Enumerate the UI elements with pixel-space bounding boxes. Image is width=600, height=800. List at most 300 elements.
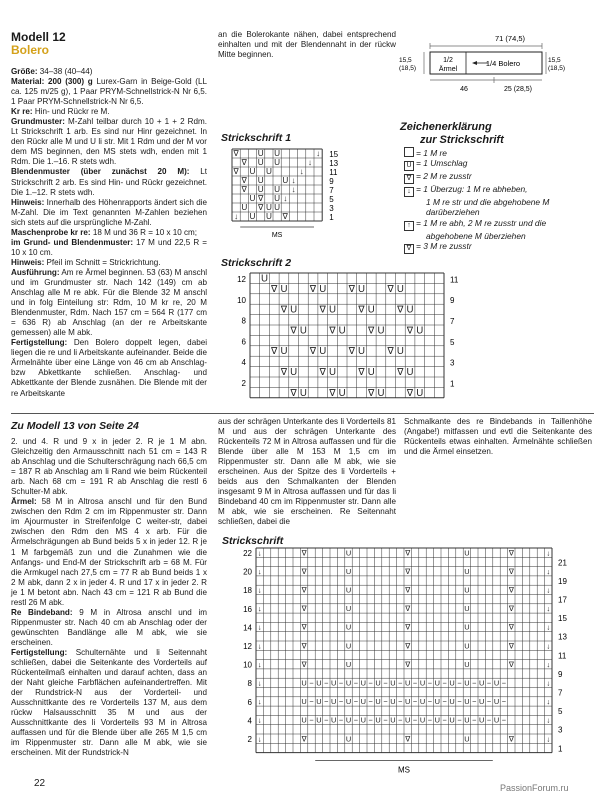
stitch-symbol: U	[464, 641, 470, 651]
stitch-symbol: −	[427, 715, 433, 725]
stitch-symbol: ↓	[257, 548, 262, 558]
stitch-symbol: ∇	[406, 387, 414, 399]
row-label-right: 7	[450, 317, 455, 326]
row-label-right: 3	[450, 358, 455, 368]
section2-title: Zu Modell 13 von Seite 24	[11, 420, 139, 432]
knitting-chart-1	[226, 145, 346, 255]
stitch-symbol: U	[338, 325, 346, 337]
stitch-symbol: −	[457, 697, 462, 707]
stitch-symbol: U	[464, 622, 470, 632]
stitch-symbol: −	[442, 715, 447, 725]
row-label: 7	[329, 186, 334, 195]
stitch-symbol: U	[405, 697, 411, 707]
stitch-symbol: U	[449, 697, 455, 707]
paragraph-text: 2. und 4. R und 9 x in jeder 2. R je 1 M abn. Gleichzeitig den Armausschnitt nach 51 cm = 143 R ab Anschlag und die Schulterschrägung nach 66,5 cm = 187 R ab Anschlag am li Rand wie beim Rückenteil arb. Nach 68 cm = 191 R ab Anschlag die restl 6 Schulter-M abk.	[11, 437, 207, 497]
paragraph	[11, 258, 207, 268]
paragraph-text: M-Zahl teilbar durch 10 + 1 + 2 Rdm. Lt Strickschrift 1 arb. Es sind nur Hinr gezeichnet. In den Rückr alle M und U li str. Mit 1 Rdm und der M vor dem MS beginnen, den MS stets wdh, enden mit 1 Rdm. Die 1.–16. R stets wdh.	[11, 117, 207, 167]
stitch-symbol: U	[274, 185, 281, 194]
schematic-bottom-right-dim: 25 (28,5)	[503, 86, 533, 93]
stitch-symbol: ↓	[257, 678, 262, 688]
stitch-symbol: U	[434, 678, 440, 688]
row-label-right: 5	[450, 337, 455, 347]
row-label-left: 12	[237, 275, 246, 284]
stitch-symbol: U	[265, 203, 272, 212]
stitch-symbol: U	[345, 604, 352, 614]
stitch-symbol: −	[486, 678, 492, 688]
stitch-symbol: U	[345, 566, 352, 576]
paragraph-label: im Grund- und Blendenmuster:	[11, 237, 134, 247]
row-label-left: 20	[243, 567, 252, 577]
legend-item	[404, 197, 594, 207]
row-label-right: 3	[558, 725, 563, 735]
stitch-symbol: ↓	[234, 212, 239, 221]
knit-stitch-icon	[404, 147, 414, 157]
stitch-symbol: −	[412, 715, 418, 725]
instructions-model13-col-a	[11, 437, 207, 759]
stitch-symbol: ∇	[329, 325, 336, 337]
schematic-right-dim: 15,5	[548, 57, 561, 64]
stitch-symbol: −	[501, 697, 507, 707]
stitch-symbol: U	[396, 346, 404, 358]
stitch-symbol: −	[457, 715, 462, 725]
stitch-symbol: ↓	[546, 697, 551, 707]
row-label-right: 7	[558, 688, 563, 698]
k2tog-icon: ∇	[404, 174, 414, 184]
stitch-symbol: −	[383, 697, 388, 707]
stitch-symbol: −	[457, 678, 462, 688]
paragraph	[11, 497, 207, 608]
stitch-symbol: ∇	[233, 149, 239, 158]
row-label-left: 8	[247, 679, 252, 689]
stitch-symbol: U	[345, 659, 352, 669]
paragraph	[11, 67, 207, 77]
stitch-symbol: U	[367, 304, 375, 316]
stitch-symbol: U	[416, 325, 424, 337]
stitch-symbol: U	[406, 304, 414, 316]
stitch-symbol: U	[479, 715, 485, 725]
stitch-symbol: U	[464, 566, 470, 576]
stitch-symbol: U	[360, 715, 366, 725]
stitch-symbol: ∇	[241, 158, 248, 167]
row-label-left: 4	[241, 358, 246, 368]
stitch-symbol: −	[353, 678, 359, 688]
paragraph-label: Grundmuster:	[11, 117, 65, 127]
stitch-symbol: ↓	[546, 548, 551, 558]
svg-text:(18,5): (18,5)	[548, 65, 565, 72]
stitch-symbol: ∇	[368, 325, 375, 337]
repeat-label: MS	[271, 232, 283, 239]
stitch-symbol: −	[472, 715, 477, 725]
stitch-symbol: U	[316, 715, 322, 725]
stitch-symbol: U	[282, 176, 289, 185]
stitch-symbol: U	[345, 697, 352, 707]
stitch-symbol: U	[290, 367, 298, 378]
stitch-symbol: ∇	[329, 387, 336, 399]
stitch-symbol: −	[368, 697, 373, 707]
stitch-symbol: ∇	[280, 367, 288, 378]
stitch-symbol: ↓	[257, 715, 262, 725]
legend-text: 1 M re str und die abgehobene M	[426, 197, 550, 208]
paragraph-text: Den Bolero doppelt legen, dabei liegen die re und li Arbeitskante aufeinander. Beide die Ärmelnähte über eine Länge von 46 cm ab Anschlag- bzw Abkettkante schließen. Anschlag- und Abkettkante der Blende zusnähen. Die Blende mit der re Arbeitskante	[11, 338, 207, 398]
paragraph-text: Am re Ärmel beginnen. 53 (63) M anschl und im Grundmuster str. Nach 142 (149) cm ab Anschlag alle M re abk. Für die Blende 32 M anschl und in folg Einteilung str: Rdm, 10 M kr re, 20 M Blendenmuster, Rdm. Nach 157 cm = 564 R (177 cm = 636 R) ab Anschlag (an der re Arbeitskante gemessen) alle M abk.	[11, 267, 207, 338]
stitch-symbol: ∇	[405, 548, 411, 558]
stitch-symbol: ↓	[307, 158, 312, 167]
stitch-symbol: ↓	[291, 176, 296, 185]
stitch-symbol: −	[472, 697, 477, 707]
stitch-symbol: ∇	[301, 641, 307, 651]
footer-site: PassionForum.ru	[500, 783, 569, 793]
stitch-symbol: U	[449, 678, 455, 688]
stitch-symbol: ∇	[508, 566, 514, 576]
stitch-symbol: U	[375, 715, 381, 725]
stitch-symbol: −	[501, 678, 507, 688]
stitch-symbol: U	[328, 367, 336, 378]
paragraph-text: Lt Strickschrift 2 arb. Es sind Hin- und Rückr gezeichnet. Die 1.–12. R stets wdh.	[11, 167, 207, 197]
stitch-symbol: ↓	[546, 585, 551, 595]
stitch-symbol: ∇	[387, 283, 394, 295]
stitch-symbol: −	[398, 715, 403, 725]
stitch-symbol: U	[301, 697, 307, 707]
stitch-symbol: U	[265, 212, 272, 221]
chart3-title: Strickschrift	[222, 535, 284, 547]
row-label: 3	[329, 204, 334, 213]
stitch-symbol: U	[274, 149, 281, 158]
row-label-right: 1	[558, 744, 563, 754]
paragraph-label: Ärmel:	[11, 497, 37, 507]
paragraph-label: Hinweis:	[11, 257, 45, 267]
stitch-symbol: ↓	[546, 659, 551, 669]
stitch-symbol: −	[338, 715, 344, 725]
paragraph	[11, 167, 207, 197]
double-decrease-icon: ↑	[404, 221, 414, 231]
paragraph-text: 34–38 (40–44)	[37, 67, 93, 76]
stitch-symbol: −	[368, 715, 373, 725]
stitch-symbol: ↓	[546, 566, 551, 576]
stitch-symbol: U	[464, 604, 470, 614]
stitch-symbol: U	[299, 387, 307, 399]
model-name: Bolero	[11, 43, 50, 57]
stitch-symbol: ∇	[508, 659, 514, 669]
stitch-symbol: U	[390, 715, 396, 725]
stitch-symbol: −	[501, 715, 507, 725]
paragraph-text: Innerhalb des Höhenrapports ändert sich die M-Zahl. Die im Text genannten M-Zahlen beziehen sich stets auf die ursprüngliche M-Zahl.	[11, 197, 207, 227]
stitch-symbol: U	[331, 715, 337, 725]
stitch-symbol: U	[301, 715, 307, 725]
stitch-symbol: U	[345, 678, 352, 688]
stitch-symbol: U	[249, 167, 256, 176]
stitch-symbol: ∇	[301, 548, 307, 558]
instructions-left-column	[11, 67, 207, 399]
stitch-symbol: ↓	[257, 641, 262, 651]
stitch-symbol: U	[464, 659, 470, 669]
stitch-symbol: U	[419, 678, 426, 688]
paragraph-label: Material: 200 (300) g	[11, 77, 93, 87]
stitch-symbol: U	[319, 346, 327, 358]
stitch-symbol: −	[427, 697, 433, 707]
stitch-symbol: U	[449, 715, 455, 725]
legend-text: = 2 M re zusstr	[416, 171, 472, 182]
decrease-icon: ↓	[404, 187, 414, 197]
stitch-symbol: ∇	[405, 622, 411, 632]
legend-item	[404, 207, 594, 217]
stitch-symbol: ∇	[508, 734, 514, 744]
stitch-symbol: ∇	[405, 585, 411, 595]
stitch-symbol: U	[280, 283, 288, 295]
stitch-symbol: ∇	[405, 659, 411, 669]
stitch-symbol: ∇	[271, 283, 278, 295]
paragraph	[11, 228, 207, 238]
stitch-symbol: ∇	[319, 367, 326, 378]
paragraph-text: 17 M und 22,5 R = 10 x 10 cm.	[11, 237, 207, 257]
legend-text: = 1 M re abh, 2 M re zusstr und die	[416, 217, 547, 228]
stitch-symbol: ∇	[508, 604, 514, 614]
stitch-symbol: ∇	[282, 212, 289, 221]
legend-item	[404, 231, 594, 241]
stitch-symbol: ∇	[508, 641, 514, 651]
stitch-symbol: ∇	[405, 641, 411, 651]
row-label: 13	[329, 159, 339, 168]
stitch-symbol: U	[241, 203, 248, 212]
stitch-symbol: U	[261, 273, 269, 285]
knitting-chart-3	[222, 545, 594, 780]
paragraph-label: Kr re:	[11, 107, 33, 117]
stitch-symbol: U	[479, 697, 485, 707]
stitch-symbol: −	[368, 678, 373, 688]
stitch-symbol: ↓	[257, 659, 262, 669]
stitch-symbol: −	[486, 715, 492, 725]
stitch-symbol: U	[464, 678, 470, 688]
model-heading: Modell 12	[11, 30, 66, 44]
stitch-symbol: U	[338, 387, 346, 399]
row-label-right: 13	[558, 632, 567, 642]
stitch-symbol: U	[396, 283, 404, 295]
stitch-symbol: U	[434, 715, 440, 725]
stitch-symbol: ∇	[348, 346, 356, 358]
repeat-label: MS	[398, 765, 410, 775]
stitch-symbol: U	[345, 715, 352, 725]
paragraph	[11, 198, 207, 228]
stitch-symbol: ∇	[290, 387, 297, 399]
paragraph	[11, 238, 207, 258]
stitch-symbol: U	[316, 697, 322, 707]
stitch-symbol: −	[383, 678, 388, 688]
stitch-symbol: ∇	[233, 167, 239, 176]
stitch-symbol: ∇	[368, 387, 375, 399]
stitch-symbol: ∇	[241, 185, 248, 194]
row-label-left: 22	[243, 549, 252, 558]
row-label-left: 2	[241, 379, 246, 388]
row-label-left: 8	[241, 316, 246, 326]
stitch-symbol: −	[353, 697, 359, 707]
stitch-symbol: U	[464, 585, 470, 595]
stitch-symbol: U	[360, 697, 366, 707]
page-number: 22	[34, 778, 46, 789]
stitch-symbol: ↓	[257, 566, 262, 576]
paragraph	[11, 437, 207, 497]
stitch-symbol: U	[290, 304, 298, 316]
stitch-symbol: U	[493, 715, 500, 725]
stitch-symbol: ∇	[301, 566, 307, 576]
stitch-symbol: U	[249, 194, 256, 203]
stitch-symbol: U	[390, 697, 396, 707]
legend-item	[404, 184, 594, 197]
paragraph-label: Re Bindeband:	[11, 607, 73, 617]
stitch-symbol: U	[345, 734, 352, 744]
stitch-symbol: U	[434, 697, 440, 707]
paragraph-label: Größe:	[11, 67, 38, 76]
stitch-symbol: ∇	[271, 346, 278, 358]
stitch-symbol: −	[324, 697, 329, 707]
stitch-symbol: −	[338, 678, 344, 688]
paragraph	[11, 648, 207, 759]
svg-text:Ärmel: Ärmel	[438, 66, 458, 73]
stitch-symbol: ∇	[405, 734, 411, 744]
schematic-left-dim: 15,5	[399, 57, 412, 64]
stitch-symbol: U	[464, 734, 470, 744]
paragraph	[11, 268, 207, 338]
row-label: 11	[329, 168, 338, 177]
stitch-symbol: U	[257, 185, 264, 194]
stitch-symbol: ∇	[508, 622, 514, 632]
stitch-symbol: U	[419, 697, 426, 707]
legend-item	[404, 158, 594, 171]
row-label-right: 11	[450, 275, 459, 285]
row-label-left: 6	[247, 697, 252, 707]
stitch-symbol: U	[257, 176, 264, 185]
stitch-symbol: ∇	[358, 367, 365, 378]
k2tog-icon: ∇	[404, 244, 414, 254]
row-label-left: 10	[243, 660, 252, 670]
legend-text: darüberziehen	[426, 207, 480, 218]
stitch-symbol: ∇	[397, 367, 404, 378]
stitch-symbol: −	[472, 678, 477, 688]
row-label-right: 9	[450, 296, 455, 306]
stitch-symbol: U	[377, 387, 385, 399]
stitch-symbol: ∇	[309, 283, 317, 295]
stitch-symbol: U	[316, 678, 322, 688]
stitch-symbol: U	[419, 715, 426, 725]
row-label-left: 16	[243, 604, 252, 614]
stitch-symbol: U	[280, 346, 288, 358]
paragraph-label: Hinweis:	[11, 197, 45, 207]
stitch-symbol: −	[353, 715, 359, 725]
stitch-symbol: −	[324, 678, 329, 688]
stitch-symbol: U	[319, 283, 327, 295]
row-label: 1	[329, 213, 334, 222]
stitch-symbol: ↓	[299, 167, 304, 176]
stitch-symbol: −	[412, 678, 418, 688]
paragraph-label: Ausführung:	[11, 267, 60, 277]
instructions-continued-top: an die Bolerokante nähen, dabei entsprechend einhalten und mit der Blendennaht in der rückw Mitte beginnen.	[218, 30, 396, 60]
stitch-symbol: ∇	[309, 346, 317, 358]
row-label-left: 2	[247, 735, 252, 744]
stitch-symbol: −	[427, 678, 433, 688]
stitch-symbol: ↓	[257, 585, 262, 595]
stitch-symbol: ↓	[546, 678, 551, 688]
paragraph-text: Lurex-Garn in Beige-Gold (LL ca. 125 m/25 g), 1 Paar PRYM-Schnellstrick-N Nr 6,5. 1 Paar PRYM-Schnellstrick-N Nr 6,5.	[11, 77, 208, 107]
stitch-symbol: U	[493, 697, 500, 707]
paragraph	[11, 117, 207, 167]
row-label: 5	[329, 195, 334, 204]
stitch-symbol: ∇	[397, 304, 404, 316]
paragraph-text: 18 M und 36 R = 10 x 10 cm;	[90, 227, 198, 237]
stitch-symbol: −	[309, 678, 314, 688]
row-label-right: 21	[558, 558, 567, 568]
stitch-symbol: −	[398, 678, 403, 688]
stitch-symbol: −	[486, 697, 492, 707]
instructions-model13-col-c: Schmalkante des re Bindebands in Taillenhöhe (Angabe!) mitfassen und evtl die Seitenkante des Rückenteils etwas einhalten. Ärmelnähte schließen und die Ärmel einsetzen.	[404, 417, 592, 457]
stitch-symbol: U	[257, 158, 264, 167]
stitch-symbol: ↓	[546, 641, 551, 651]
stitch-symbol: ∇	[405, 604, 411, 614]
stitch-symbol: U	[405, 715, 411, 725]
stitch-symbol: ↓	[546, 734, 551, 744]
stitch-symbol: −	[324, 715, 329, 725]
stitch-symbol: U	[390, 678, 396, 688]
svg-text:(18,5): (18,5)	[399, 65, 416, 72]
legend-text: = 1 Überzug: 1 M re abheben,	[416, 184, 528, 195]
stitch-symbol: −	[412, 697, 418, 707]
garment-schematic	[398, 28, 594, 100]
stitch-symbol: U	[328, 304, 336, 316]
paragraph-label: Fertigstellung:	[11, 647, 68, 657]
row-label-right: 1	[450, 379, 455, 389]
row-label-right: 15	[558, 614, 567, 624]
row-label-left: 4	[247, 716, 252, 726]
stitch-symbol: −	[442, 697, 447, 707]
stitch-symbol: U	[331, 678, 337, 688]
yarn-over-icon: U	[404, 161, 414, 171]
stitch-symbol: ∇	[301, 659, 307, 669]
paragraph-text: 9 M in Altrosa anschl und im Rippenmuster str. Nach 40 cm ab Anschlag oder der gewünschten Bandlänge alle M abk, wie sie erscheinen.	[11, 607, 208, 647]
legend-text: = 1 Umschlag	[416, 158, 468, 169]
stitch-symbol: U	[358, 346, 366, 358]
legend-text: abgehobene M überziehen	[426, 230, 526, 241]
paragraph-text: Schulternähte und li Seitennaht schließen, dabei die Seitenkante des Vorderteils auf Rückenteilmaß einhalten und darauf achten, dass an der Naht gleiche Farbflächen aufeinandertreffen. Mit der Rundstrick-N aus der Vorderteil- und Ausschnittkante des re Vorderteils 137 M, aus dem rückw Halsausschnitt 35 M und aus der Ausschnittkante des li Vorderteils 93 M in Altrosa auffassen und für die Blende über alle 265 M 1,5 cm im Rippenmuster str. Dann alle M abk, wie sie erscheinen. Mit der Rundstrick-N	[11, 647, 207, 758]
row-label-left: 14	[243, 623, 252, 633]
schematic-bottom-left-dim: 46	[460, 86, 468, 93]
row-label-right: 9	[558, 669, 563, 679]
stitch-symbol: U	[274, 158, 281, 167]
legend-item	[404, 147, 594, 158]
stitch-symbol: U	[299, 325, 307, 337]
stitch-symbol: ∇	[241, 176, 248, 185]
legend-title: Zeichenerklärung	[400, 121, 492, 133]
stitch-symbol: ∇	[387, 346, 394, 358]
row-label-right: 17	[558, 595, 567, 605]
stitch-symbol: −	[309, 715, 314, 725]
schematic-bolero-label: 1/4 Bolero	[485, 59, 521, 68]
paragraph-text: Pfeil im Schnitt = Strickrichtung.	[44, 257, 161, 267]
stitch-symbol: ∇	[301, 585, 307, 595]
paragraph	[11, 77, 207, 107]
paragraph	[11, 338, 207, 398]
row-label-left: 6	[241, 337, 246, 347]
stitch-symbol: U	[375, 678, 381, 688]
stitch-symbol: ↓	[316, 149, 321, 158]
stitch-symbol: ∇	[508, 548, 514, 558]
stitch-symbol: ∇	[406, 325, 414, 337]
stitch-symbol: −	[338, 697, 344, 707]
schematic-top-dim: 71 (74,5)	[494, 34, 526, 43]
stitch-symbol: U	[345, 585, 352, 595]
row-label-left: 12	[243, 642, 252, 651]
paragraph-text: Hin- und Rückr re M.	[32, 107, 110, 117]
legend-list	[404, 147, 594, 254]
stitch-symbol: U	[367, 367, 375, 378]
legend-item	[404, 241, 594, 254]
stitch-symbol: ∇	[301, 734, 307, 744]
